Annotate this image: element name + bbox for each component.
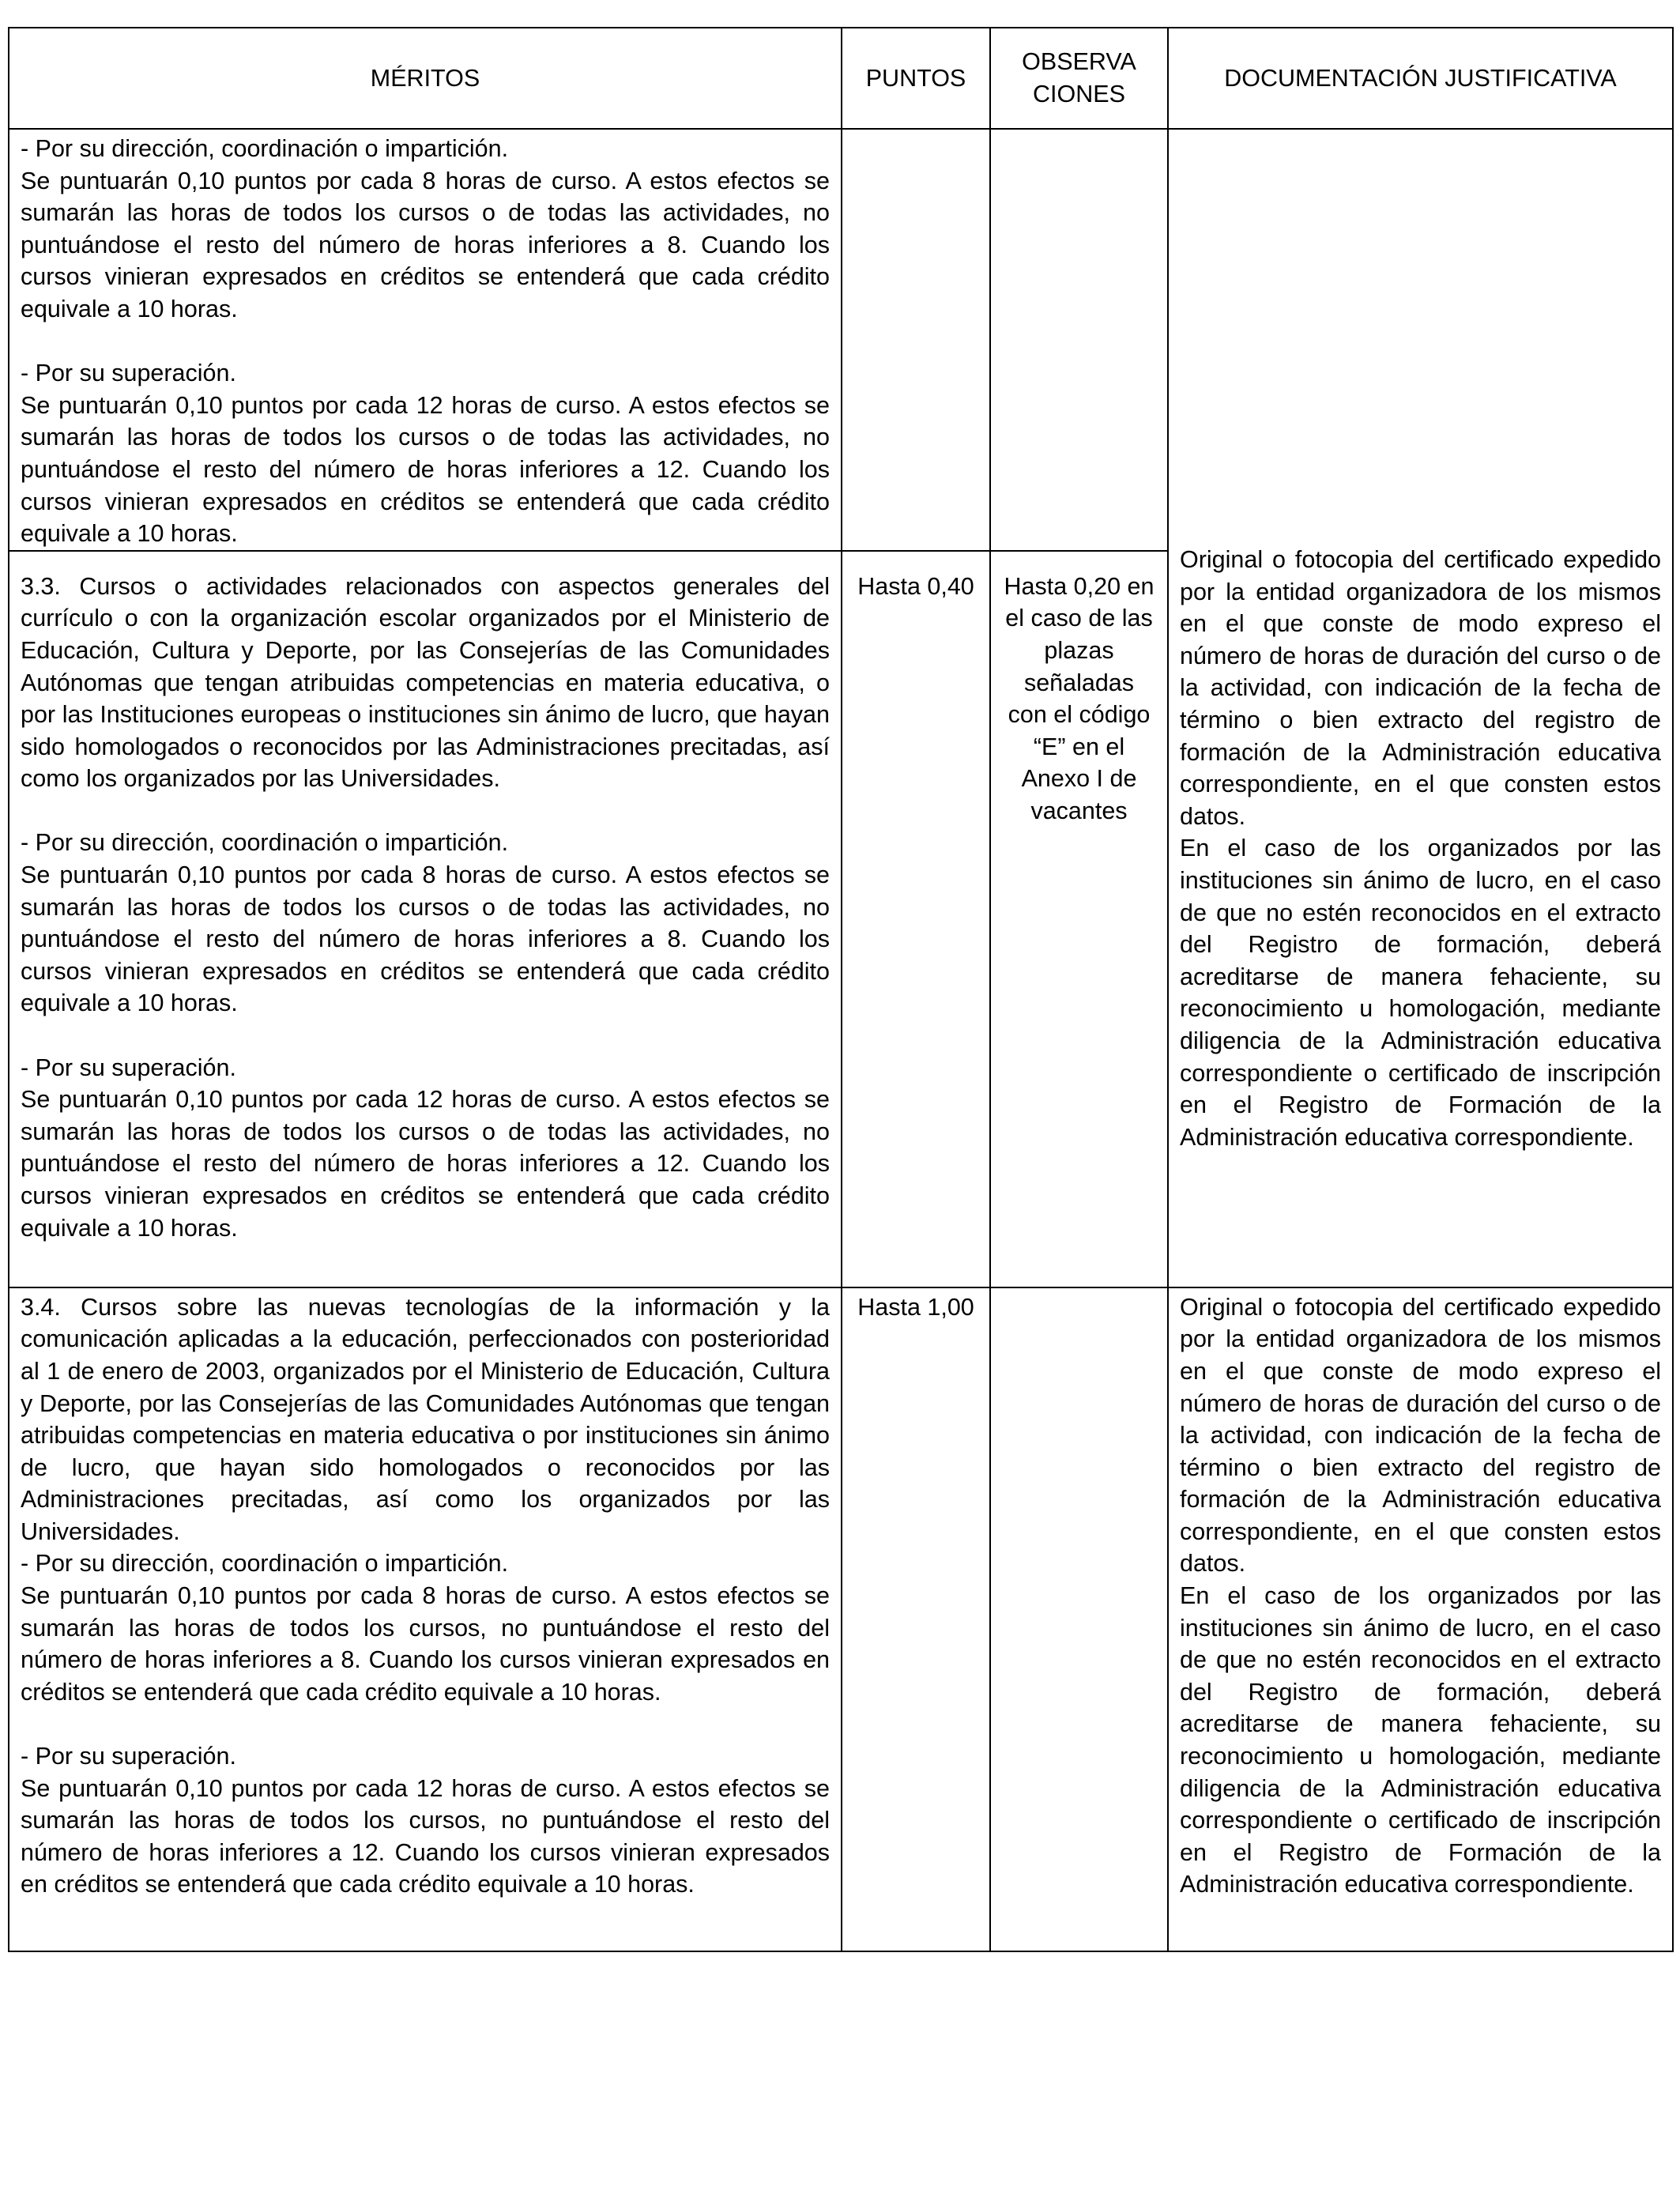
table-header-row xyxy=(9,28,1673,129)
row-c-intro: 3.4. Cursos sobre las nuevas tecnologías de la información y la comunicación aplicadas a la educación, perfeccionados con posterioridad al 1 de enero de 2003, organizados por el Ministerio de Educación, Cultura y Deporte, por las Consejerías de las Comunidades Autónomas que tengan atribuidas competencias en materia educativa o por instituciones sin ánimo de lucro, que hayan sido homologados o reconocidos por las Administraciones precitadas, así como los organizados por las Universidades. xyxy=(21,1293,837,1545)
row-b-doc-p2: En el caso de los organizados por las instituciones sin ánimo de lucro, en el caso de que no estén reconocidos en el extracto del Registro de formación, deberá acreditarse de manera fehaciente, su reconocimiento u homologación, mediante diligencia de la Administración educativa correspondiente o certificado de inscripción en el Registro de Formación de la Administración educativa correspondiente. xyxy=(1180,835,1668,1151)
table-row xyxy=(9,1287,1673,1951)
row-b-intro: 3.3. Cursos o actividades relacionados con aspectos generales del currículo o con la organización escolar organizados por el Ministerio de Educación, Cultura y Deporte, por las Consejerías de las Comunidades Autónomas que tengan atribuidas competencias en materia educativa, o por las Instituciones europeas o instituciones sin ánimo de lucro, que hayan sido homologados o reconocidos por las Administraciones precitadas, así como los organizados por las Universidades. xyxy=(21,572,837,793)
row-b-direccion-text: Se puntuarán 0,10 puntos por cada 8 horas de curso. A estos efectos se sumarán las horas de todos los cursos o de todas las actividades, no puntuándose el resto del número de horas inferiores a 8. Cuando los cursos vinieran expresados en créditos se entenderá que cada crédito equivale a 10 horas. xyxy=(21,861,837,1017)
row-c-observaciones-cell xyxy=(990,1287,1168,1951)
row-b-superacion-title: - Por su superación. xyxy=(21,1054,236,1081)
row-c-puntos-cell xyxy=(842,1287,990,1951)
row-ab-documentacion-cell xyxy=(1168,129,1673,1287)
row-b-observaciones: Hasta 0,20 en el caso de las plazas señaladas con el código “E” en el Anexo I de vacantes xyxy=(1004,572,1161,824)
row-a-direccion-title: - Por su dirección, coordinación o impartición. xyxy=(21,135,509,162)
row-b-puntos-cell xyxy=(842,551,990,1287)
row-c-superacion-text: Se puntuarán 0,10 puntos por cada 12 horas de curso. A estos efectos se sumarán las horas de todos los cursos, no puntuándose el resto del número de horas inferiores a 12. Cuando los cursos vinieran expresados en créditos se entenderá que cada crédito equivale a 10 horas. xyxy=(21,1774,837,1898)
header-documentacion: DOCUMENTACIÓN JUSTIFICATIVA xyxy=(1168,28,1673,129)
row-b-superacion-text: Se puntuarán 0,10 puntos por cada 12 horas de curso. A estos efectos se sumarán las horas de todos los cursos o de todas las actividades, no puntuándose el resto del número de horas inferiores a 12. Cuando los cursos vinieran expresados en créditos se entenderá que cada crédito equivale a 10 horas. xyxy=(21,1086,837,1242)
table-row xyxy=(9,129,1673,551)
row-c-documentacion-cell xyxy=(1168,1287,1673,1951)
row-c-superacion-title: - Por su superación. xyxy=(21,1743,236,1770)
row-c-direccion-text: Se puntuarán 0,10 puntos por cada 8 horas de curso. A estos efectos se sumarán las horas de todos los cursos, no puntuándose el resto del número de horas inferiores a 8. Cuando los cursos vinieran expresados en créditos se entenderá que cada crédito equivale a 10 horas. xyxy=(21,1582,837,1706)
header-puntos: PUNTOS xyxy=(842,28,990,129)
row-a-meritos-cell xyxy=(9,129,842,551)
row-c-puntos: Hasta 1,00 xyxy=(857,1293,974,1321)
header-meritos: MÉRITOS xyxy=(9,28,842,129)
row-b-doc-p1: Original o fotocopia del certificado expedido por la entidad organizadora de los mismos en el que conste de modo expreso el número de horas de duración del curso o de la actividad, con indicación de la fecha de término o bien extracto del registro de formación de la Administración educativa correspondiente, en el que consten estos datos. xyxy=(1180,546,1668,830)
row-b-meritos-cell xyxy=(9,551,842,1287)
row-a-puntos-cell xyxy=(842,129,990,551)
row-b-observaciones-cell xyxy=(990,551,1168,1287)
row-c-doc-p2: En el caso de los organizados por las instituciones sin ánimo de lucro, en el caso de que no estén reconocidos en el extracto del Registro de formación, deberá acreditarse de manera fehaciente, su reconocimiento u homologación, mediante diligencia de la Administración educativa correspondiente o certificado de inscripción en el Registro de Formación de la Administración educativa correspondiente. xyxy=(1180,1582,1668,1898)
row-b-puntos: Hasta 0,40 xyxy=(857,572,974,600)
header-observaciones: OBSERVA CIONES xyxy=(990,28,1168,129)
row-b-direccion-title: - Por su dirección, coordinación o impartición. xyxy=(21,829,509,857)
row-a-direccion-text: Se puntuarán 0,10 puntos por cada 8 horas de curso. A estos efectos se sumarán las horas de todos los cursos o de todas las actividades, no puntuándose el resto del número de horas inferiores a 8. Cuando los cursos vinieran expresados en créditos se entenderá que cada crédito equivale a 10 horas. xyxy=(21,167,837,322)
merits-table xyxy=(8,27,1674,1952)
row-a-observaciones-cell xyxy=(990,129,1168,551)
row-c-meritos-cell xyxy=(9,1287,842,1951)
row-c-doc-p1: Original o fotocopia del certificado expedido por la entidad organizadora de los mismos en el que conste de modo expreso el número de horas de duración del curso o de la actividad, con indicación de la fecha de término o bien extracto del registro de formación de la Administración educativa correspondiente, en el que consten estos datos. xyxy=(1180,1293,1668,1578)
row-a-superacion-title: - Por su superación. xyxy=(21,360,236,387)
row-c-direccion-title: - Por su dirección, coordinación o impartición. xyxy=(21,1550,509,1578)
row-a-superacion-text: Se puntuarán 0,10 puntos por cada 12 horas de curso. A estos efectos se sumarán las horas de todos los cursos o de todas las actividades, no puntuándose el resto del número de horas inferiores a 12. Cuando los cursos vinieran expresados en créditos se entenderá que cada crédito equivale a 10 horas. xyxy=(21,391,837,548)
